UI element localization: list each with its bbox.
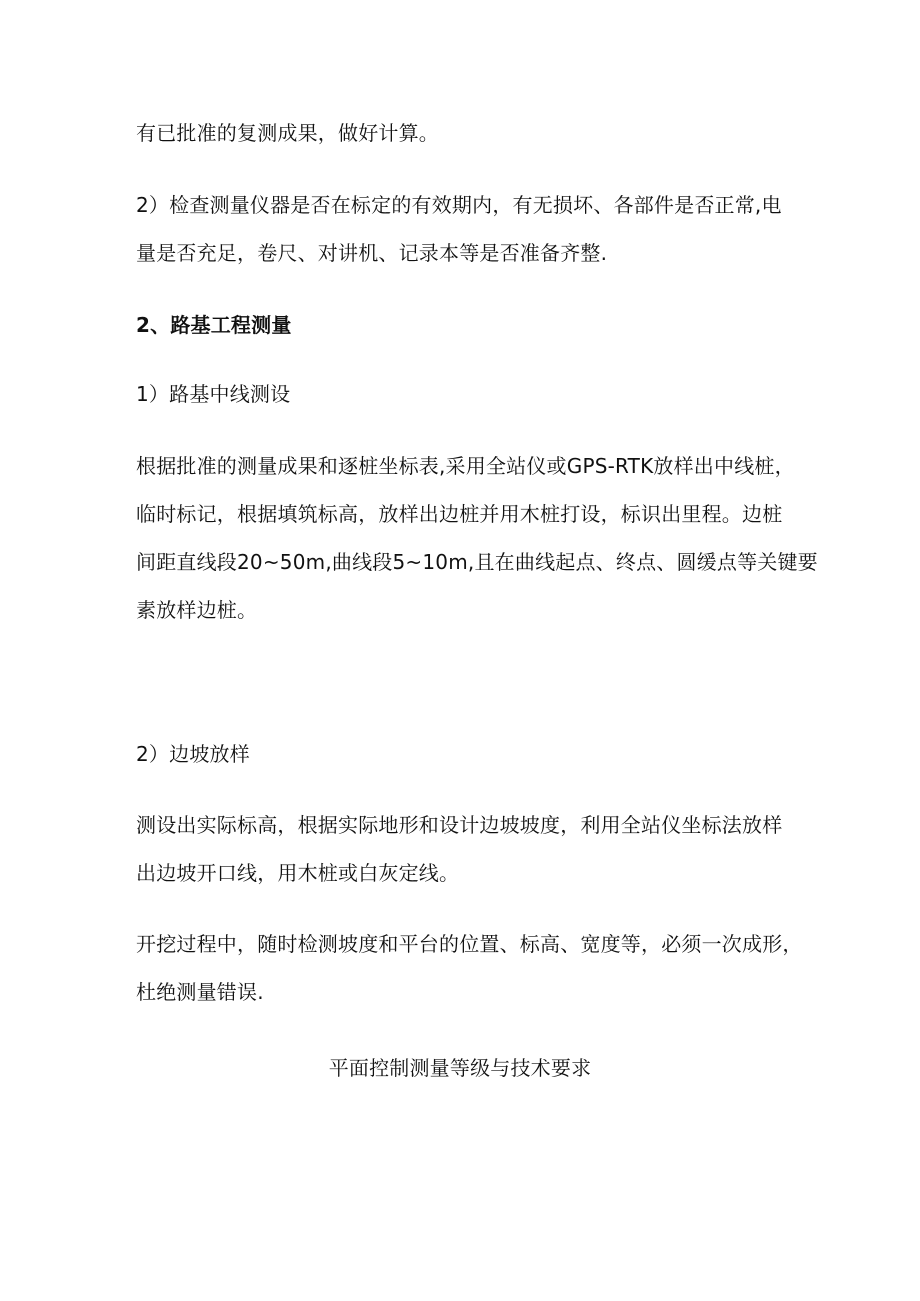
centerline-paragraph-line-4: 素放样边桩。 [136, 598, 258, 622]
table-caption: 平面控制测量等级与技术要求 [328, 1056, 592, 1080]
centerline-paragraph-line-3: 间距直线段20~50m,曲线段5~10m,且在曲线起点、终点、圆缓点等关键要 [136, 550, 818, 574]
check-instruments-line-2: 量是否充足，卷尺、对讲机、记录本等是否准备齐整. [136, 241, 608, 265]
check-instruments-line-1: 2）检查测量仪器是否在标定的有效期内，有无损坏、各部件是否正常,电 [136, 193, 782, 217]
slope-paragraph-a-line-2: 出边坡开口线，用木桩或白灰定线。 [136, 861, 460, 885]
slope-paragraph-b-line-1: 开挖过程中，随时检测坡度和平台的位置、标高、宽度等，必须一次成形， [136, 932, 803, 956]
subheading-slope-layout: 2）边坡放样 [136, 742, 250, 766]
slope-paragraph-b-line-2: 杜绝测量错误. [136, 980, 264, 1004]
slope-paragraph-a-line-1: 测设出实际标高，根据实际地形和设计边坡坡度，利用全站仪坐标法放样 [136, 813, 783, 837]
centerline-paragraph-line-1: 根据批准的测量成果和逐桩坐标表,采用全站仪或GPS-RTK放样出中线桩， [136, 454, 795, 478]
section-heading-subgrade-survey: 2、路基工程测量 [136, 313, 292, 337]
centerline-paragraph-line-2: 临时标记，根据填筑标高，放样出边桩并用木桩打设，标识出里程。边桩 [136, 502, 783, 526]
intro-paragraph-line-1: 有已批准的复测成果，做好计算。 [136, 121, 439, 145]
subheading-centerline-layout: 1）路基中线测设 [136, 382, 291, 406]
